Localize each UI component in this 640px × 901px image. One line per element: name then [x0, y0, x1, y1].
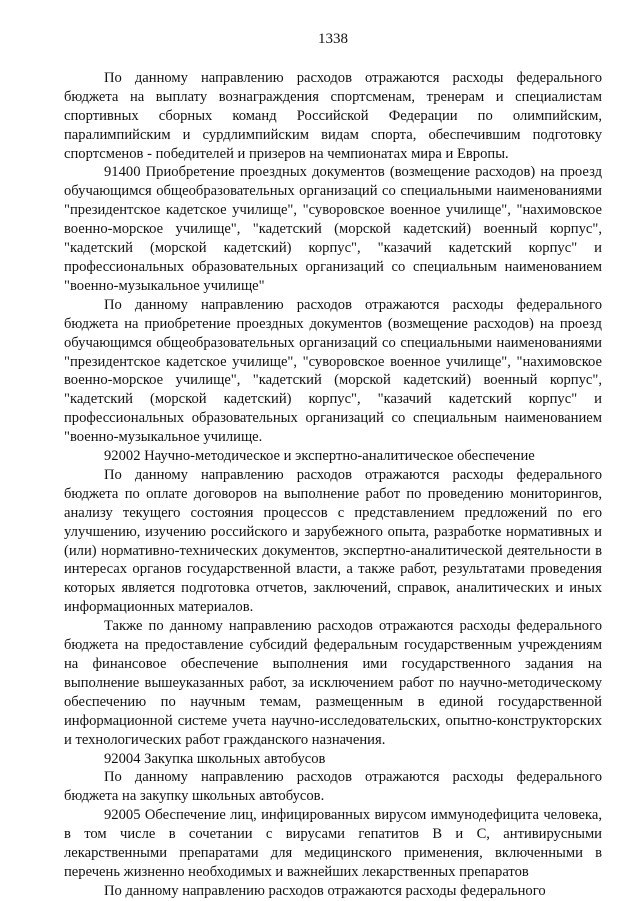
page-number: 1338	[318, 31, 348, 47]
section-heading-92002: 92002 Научно-методическое и экспертно-аналитическое обеспечение	[104, 448, 535, 465]
paragraph-travel-documents: По данному направлению расходов отражаются расходы федерального бюджета на приобретение проездных документов (возмещение расходов) на проезд обучающимся общеобразовательных организаций со специальными наименованиями "президентское кадетское училище", "суворовское военное училище", "нахимовское военно-морское училище", "кадетский (морской кадетский) военный корпус", "кадетский (морской кадетский) корпус", "казачий кадетский корпус" и профессиональных образовательных организаций со специальным наименованием "военно-музыкальное училище.	[64, 296, 602, 446]
paragraph-sports-rewards: По данному направлению расходов отражаются расходы федерального бюджета на выплату вознаграждения спортсменам, тренерам и специалистам спортивных сборных команд Российской Федерации по олимпийским, паралимпийским и сурдлимпийским видам спорта, обеспечившим подготовку спортсменов - победителей и призеров на чемпионатах мира и Европы.	[64, 69, 602, 162]
paragraph-continuation: По данному направлению расходов отражаются расходы федерального	[104, 882, 546, 899]
paragraph-monitoring-contracts: По данному направлению расходов отражаются расходы федерального бюджета по оплате договоров на выполнение работ по проведению мониторингов, анализу текущего состояния процессов с представлением предложений по его улучшению, изучению российского и зарубежного опыта, разработке нормативных и (или) нормативно-технических документов, экспертно-аналитической деятельности в интересах органов государственной власти, а также работ, результатами проведения которых является подготовка отчетов, заключений, справок, аналитических и иных информационных материалов.	[64, 466, 602, 616]
paragraph-school-buses: По данному направлению расходов отражаются расходы федерального бюджета на закупку школьных автобусов.	[64, 769, 602, 805]
paragraph-subsidies: Также по данному направлению расходов отражаются расходы федерального бюджета на предоставление субсидий федеральным государственным учреждениям на финансовое обеспечение выполнения ими государственного задания на выполнение вышеуказанных работ, за исключением работ по научно-методическому обеспечению по научным темам, размещенным в единой государственной информационной системе учета научно-исследовательских, опытно-конструкторских и технологических работ гражданского назначения.	[64, 618, 602, 748]
section-heading-92004: 92004 Закупка школьных автобусов	[104, 750, 326, 767]
document-page	[64, 30, 602, 901]
section-heading-91400: 91400 Приобретение проездных документов (возмещение расходов) на проезд обучающимся общеобразовательных организаций со специальными наименованиями "президентское кадетское училище", "суворовское военное училище", "нахимовское военно-морское училище", "кадетский (морской кадетский) военный корпус", "кадетский (морской кадетский) корпус", "казачий кадетский корпус" и профессиональных образовательных организаций со специальным наименованием "военно-музыкальное училище"	[64, 164, 602, 294]
section-heading-92005: 92005 Обеспечение лиц, инфицированных вирусом иммунодефицита человека, в том числе в сочетании с вирусами гепатитов В и С, антивирусными лекарственными препаратами для медицинского применения, включенными в перечень жизненно необходимых и важнейших лекарственных препаратов	[64, 807, 602, 880]
